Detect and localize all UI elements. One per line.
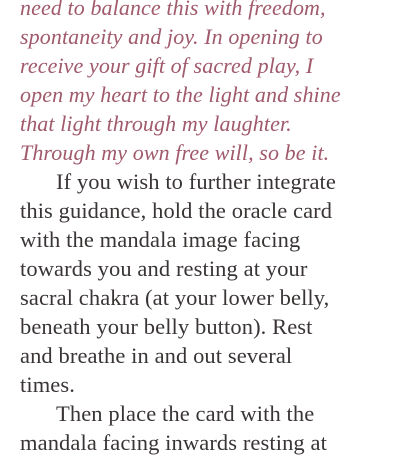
book-page	[20, 0, 400, 457]
prayer-line: Through my own free will, so be it.	[20, 140, 330, 165]
prayer-line: need to balance this with freedom,	[20, 0, 326, 20]
paragraph-line: Then place the card with the	[56, 401, 315, 426]
prayer-line: receive your gift of sacred play, I	[20, 53, 314, 78]
paragraph-line: If you wish to further integrate	[56, 169, 336, 194]
prayer-line: that light through my laughter.	[20, 111, 292, 136]
prayer-line: spontaneity and joy. In opening to	[20, 24, 323, 49]
prayer-text	[20, 0, 400, 167]
paragraph-line: this guidance, hold the oracle card	[20, 198, 333, 223]
paragraph-line: sacral chakra (at your lower belly,	[20, 285, 330, 310]
paragraph-line: and breathe in and out several	[20, 343, 293, 368]
paragraph-line: with the mandala image facing	[20, 227, 301, 252]
paragraph-line: towards you and resting at your	[20, 256, 308, 281]
prayer-line: open my heart to the light and shine	[20, 82, 341, 107]
guidance-paragraph	[20, 167, 400, 399]
paragraph-line: mandala facing inwards resting at	[20, 430, 327, 455]
paragraph-line: beneath your belly button). Rest	[20, 314, 313, 339]
placement-paragraph	[20, 399, 400, 457]
paragraph-line: times.	[20, 372, 75, 397]
